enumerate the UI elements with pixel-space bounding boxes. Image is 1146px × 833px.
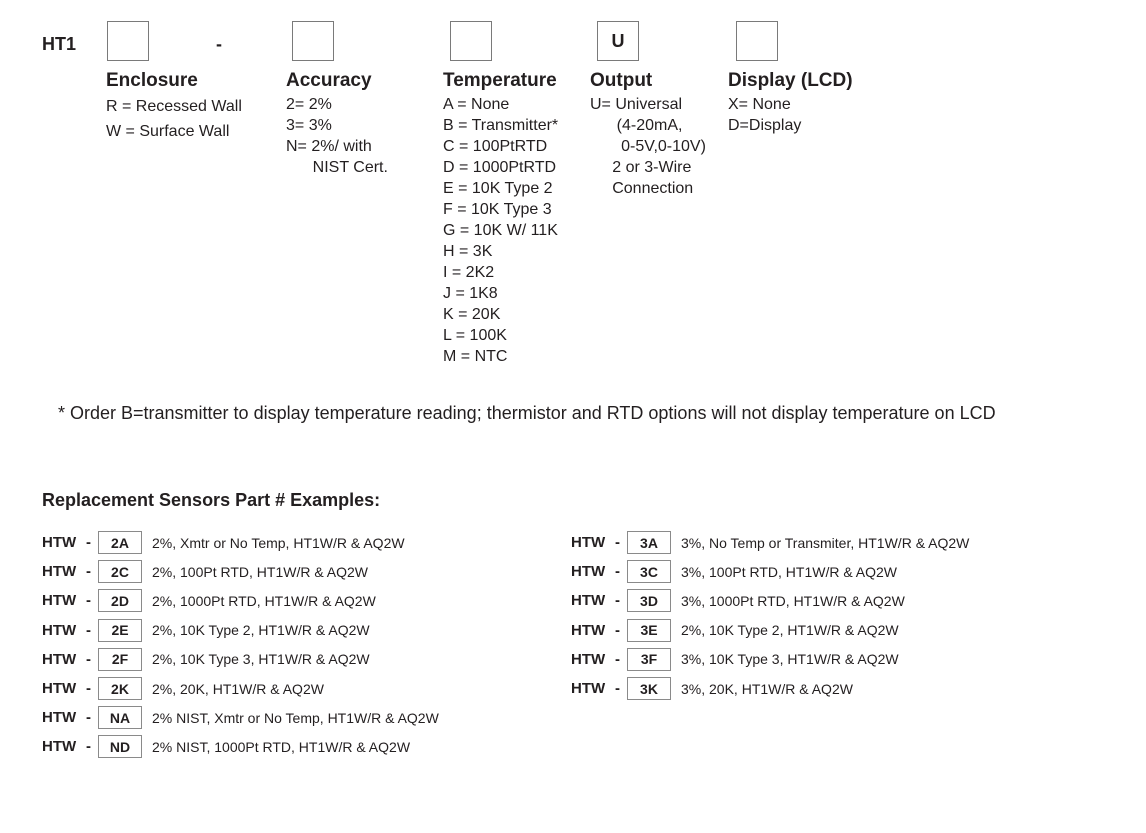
replacement-row bbox=[42, 618, 370, 643]
replacement-prefix: HTW bbox=[42, 534, 77, 551]
option-line: (4-20mA, bbox=[590, 117, 683, 134]
option-line: 2= 2% bbox=[286, 96, 332, 113]
enclosure-code-box bbox=[107, 21, 149, 61]
replacement-description: 3%, No Temp or Transmiter, HT1W/R & AQ2W bbox=[681, 534, 970, 551]
replacement-prefix: HTW bbox=[571, 592, 606, 610]
enclosure-column bbox=[106, 70, 242, 144]
replacement-row bbox=[571, 530, 969, 555]
replacement-row bbox=[42, 530, 405, 555]
option-line: L = 100K bbox=[443, 327, 507, 344]
display-heading: Display (LCD) bbox=[728, 70, 853, 91]
replacement-description: 2%, Xmtr or No Temp, HT1W/R & AQ2W bbox=[152, 534, 405, 551]
replacement-prefix: HTW bbox=[42, 650, 77, 668]
replacement-dash: - bbox=[615, 680, 620, 697]
replacement-description: 2%, 1000Pt RTD, HT1W/R & AQ2W bbox=[152, 592, 376, 609]
replacement-prefix: HTW bbox=[42, 738, 77, 756]
accuracy-column bbox=[286, 70, 388, 178]
part-prefix: HT1 bbox=[42, 34, 77, 54]
option-line: B = Transmitter* bbox=[443, 117, 559, 134]
option-line: R = Recessed Wall bbox=[106, 98, 242, 115]
replacement-dash: - bbox=[615, 621, 620, 639]
replacement-code: NA bbox=[98, 706, 142, 729]
replacement-code: 3F bbox=[627, 648, 671, 671]
option-line: Connection bbox=[590, 180, 694, 197]
replacement-description: 3%, 20K, HT1W/R & AQ2W bbox=[681, 680, 853, 697]
replacement-row bbox=[571, 588, 905, 613]
temperature-options bbox=[443, 94, 558, 367]
enclosure-options bbox=[106, 94, 242, 144]
replacement-description: 3%, 1000Pt RTD, HT1W/R & AQ2W bbox=[681, 592, 905, 609]
accuracy-options bbox=[286, 94, 388, 178]
replacement-code: 3E bbox=[627, 619, 671, 642]
replacement-row bbox=[42, 734, 410, 759]
replacement-dash: - bbox=[615, 592, 620, 610]
replacement-prefix: HTW bbox=[42, 563, 77, 581]
enclosure-heading: Enclosure bbox=[106, 70, 198, 91]
replacement-dash: - bbox=[615, 650, 620, 668]
replacement-code: 3D bbox=[627, 589, 671, 612]
replacement-description: 2%, 20K, HT1W/R & AQ2W bbox=[152, 680, 324, 697]
replacement-prefix: HTW bbox=[42, 709, 77, 727]
option-line: NIST Cert. bbox=[286, 159, 388, 176]
replacement-prefix: HTW bbox=[571, 534, 606, 551]
replacement-dash: - bbox=[86, 709, 91, 727]
display-column bbox=[728, 70, 853, 136]
replacement-description: 2% NIST, 1000Pt RTD, HT1W/R & AQ2W bbox=[152, 738, 411, 755]
option-line: J = 1K8 bbox=[443, 285, 498, 302]
replacement-code: 2C bbox=[98, 560, 142, 583]
option-line: 2 or 3-Wire bbox=[590, 159, 692, 176]
temperature-column bbox=[443, 70, 558, 367]
replacement-prefix: HTW bbox=[42, 621, 77, 639]
replacement-row bbox=[571, 618, 899, 643]
accuracy-heading: Accuracy bbox=[286, 70, 372, 91]
replacement-row bbox=[571, 559, 897, 584]
replacement-row bbox=[42, 676, 324, 701]
replacement-prefix: HTW bbox=[42, 592, 77, 610]
replacement-description: 2%, 10K Type 3, HT1W/R & AQ2W bbox=[152, 651, 370, 668]
output-code-box: U bbox=[597, 21, 639, 61]
replacement-dash: - bbox=[86, 563, 91, 581]
replacement-code: 3C bbox=[627, 560, 671, 583]
replacement-dash: - bbox=[615, 563, 620, 581]
option-line: 3= 3% bbox=[286, 117, 332, 134]
temperature-code-box bbox=[450, 21, 492, 61]
replacement-description: 2% NIST, Xmtr or No Temp, HT1W/R & AQ2W bbox=[152, 709, 439, 726]
replacement-code: ND bbox=[98, 735, 142, 758]
option-line: G = 10K W/ 11K bbox=[443, 222, 558, 239]
option-line: F = 10K Type 3 bbox=[443, 201, 552, 218]
replacement-code: 2F bbox=[98, 648, 142, 671]
display-code-box bbox=[736, 21, 778, 61]
replacement-dash: - bbox=[86, 738, 91, 756]
replacement-prefix: HTW bbox=[571, 650, 606, 668]
option-line: N= 2%/ with bbox=[286, 138, 372, 155]
option-line: W = Surface Wall bbox=[106, 123, 230, 140]
replacement-code: 3A bbox=[627, 531, 671, 554]
replacement-prefix: HTW bbox=[571, 563, 606, 581]
replacement-dash: - bbox=[615, 534, 620, 551]
replacement-dash: - bbox=[86, 650, 91, 668]
replacement-prefix: HTW bbox=[571, 621, 606, 639]
option-line: E = 10K Type 2 bbox=[443, 180, 553, 197]
option-line: D = 1000PtRTD bbox=[443, 159, 557, 176]
replacement-dash: - bbox=[86, 680, 91, 697]
output-options bbox=[590, 94, 706, 199]
replacement-prefix: HTW bbox=[571, 680, 606, 697]
replacement-prefix: HTW bbox=[42, 680, 77, 697]
replacement-description: 3%, 100Pt RTD, HT1W/R & AQ2W bbox=[681, 563, 898, 580]
replacement-description: 2%, 10K Type 2, HT1W/R & AQ2W bbox=[152, 622, 370, 639]
replacement-code: 3K bbox=[627, 677, 671, 700]
replacement-row bbox=[42, 588, 376, 613]
replacement-row bbox=[42, 647, 370, 672]
part-separator: - bbox=[216, 34, 222, 54]
option-line: D=Display bbox=[728, 117, 802, 134]
replacement-dash: - bbox=[86, 621, 91, 639]
option-line: K = 20K bbox=[443, 306, 501, 323]
replacement-description: 2%, 10K Type 2, HT1W/R & AQ2W bbox=[681, 622, 899, 639]
replacement-description: 3%, 10K Type 3, HT1W/R & AQ2W bbox=[681, 651, 899, 668]
replacement-description: 2%, 100Pt RTD, HT1W/R & AQ2W bbox=[152, 563, 369, 580]
replacement-row bbox=[42, 705, 439, 730]
replacement-code: 2D bbox=[98, 589, 142, 612]
display-options bbox=[728, 94, 853, 136]
option-line: U= Universal bbox=[590, 96, 683, 113]
replacement-dash: - bbox=[86, 534, 91, 551]
replacement-code: 2K bbox=[98, 677, 142, 700]
footnote: * Order B=transmitter to display temperature reading; thermistor and RTD options will not display temperature on LCD bbox=[58, 403, 996, 423]
option-line: H = 3K bbox=[443, 243, 493, 260]
replacement-title: Replacement Sensors Part # Examples: bbox=[42, 490, 381, 510]
temperature-heading: Temperature bbox=[443, 70, 557, 91]
option-line: 0-5V,0-10V) bbox=[590, 138, 706, 155]
replacement-code: 2A bbox=[98, 531, 142, 554]
output-heading: Output bbox=[590, 70, 653, 91]
option-line: X= None bbox=[728, 96, 791, 113]
option-line: C = 100PtRTD bbox=[443, 138, 548, 155]
replacement-row bbox=[571, 647, 899, 672]
option-line: M = NTC bbox=[443, 348, 508, 365]
accuracy-code-box bbox=[292, 21, 334, 61]
replacement-dash: - bbox=[86, 592, 91, 610]
replacement-row bbox=[42, 559, 368, 584]
option-line: I = 2K2 bbox=[443, 264, 495, 281]
output-column bbox=[590, 70, 706, 199]
replacement-row bbox=[571, 676, 853, 701]
option-line: A = None bbox=[443, 96, 510, 113]
replacement-code: 2E bbox=[98, 619, 142, 642]
